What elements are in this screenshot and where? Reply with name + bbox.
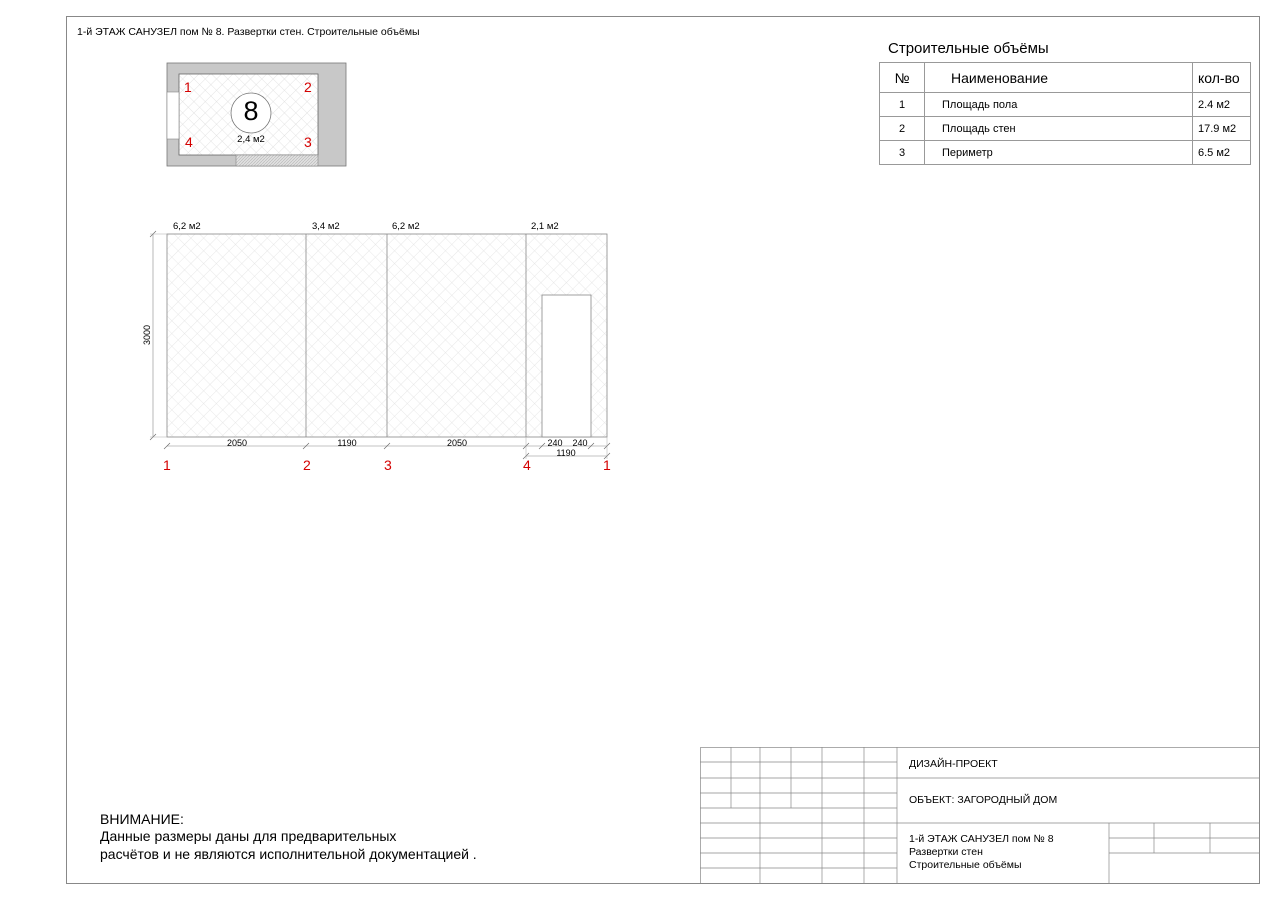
row-name: Площадь пола bbox=[925, 93, 1193, 117]
row-qty: 6.5 м2 bbox=[1193, 141, 1251, 165]
stamp-object: ОБЪЕКТ: ЗАГОРОДНЫЙ ДОМ bbox=[909, 794, 1058, 806]
notice-title: ВНИМАНИЕ: bbox=[100, 811, 184, 827]
dim-door-right: 240 bbox=[572, 438, 588, 448]
table-row bbox=[880, 141, 1251, 165]
stamp-sheet-line-3: Строительные объёмы bbox=[909, 859, 1022, 871]
room-area: 2,4 м2 bbox=[237, 134, 265, 145]
row-num: 3 bbox=[880, 141, 925, 165]
wall-elevation bbox=[140, 225, 620, 465]
wall-3-area: 6,2 м2 bbox=[392, 221, 420, 232]
dim-door-left: 240 bbox=[547, 438, 563, 448]
stamp-sheet-line-2: Развертки стен bbox=[909, 846, 983, 858]
elev-corner-2: 2 bbox=[303, 457, 311, 473]
row-qty: 2.4 м2 bbox=[1193, 93, 1251, 117]
plan-corner-2: 2 bbox=[304, 79, 312, 95]
elev-corner-1: 1 bbox=[163, 457, 171, 473]
table-row bbox=[880, 93, 1251, 117]
sheet-title: 1-й ЭТАЖ САНУЗЕЛ пом № 8. Развертки стен. Строительные объёмы bbox=[77, 26, 420, 38]
dim-wall-4-total: 1190 bbox=[556, 448, 576, 458]
plan-corner-4: 4 bbox=[185, 134, 193, 150]
row-num: 2 bbox=[880, 117, 925, 141]
plan-door-opening bbox=[167, 92, 179, 139]
elev-corner-4: 4 bbox=[523, 457, 531, 473]
volumes-header-row bbox=[880, 63, 1251, 93]
elev-corner-3: 3 bbox=[384, 457, 392, 473]
elevation-door bbox=[542, 295, 591, 437]
row-num: 1 bbox=[880, 93, 925, 117]
wall-4-area: 2,1 м2 bbox=[531, 221, 559, 232]
stamp-sheet-line-1: 1-й ЭТАЖ САНУЗЕЛ пом № 8 bbox=[909, 833, 1054, 845]
stamp-project-type: ДИЗАЙН-ПРОЕКТ bbox=[909, 758, 998, 770]
row-name: Площадь стен bbox=[925, 117, 1193, 141]
wall-1-area: 6,2 м2 bbox=[173, 221, 201, 232]
elev-corner-1-end: 1 bbox=[603, 457, 611, 473]
header-name: Наименование bbox=[925, 63, 1193, 93]
notice-line-2: расчётов и не являются исполнительной документацией . bbox=[100, 846, 477, 862]
table-row bbox=[880, 117, 1251, 141]
dim-wall-3: 2050 bbox=[446, 438, 468, 448]
volumes-table bbox=[879, 62, 1251, 165]
header-num: № bbox=[880, 63, 925, 93]
plan-corner-3: 3 bbox=[304, 134, 312, 150]
notice-line-1: Данные размеры даны для предварительных bbox=[100, 828, 397, 844]
wall-2-area: 3,4 м2 bbox=[312, 221, 340, 232]
room-number: 8 bbox=[243, 96, 259, 126]
header-qty: кол-во bbox=[1193, 63, 1251, 93]
row-qty: 17.9 м2 bbox=[1193, 117, 1251, 141]
plan-corner-1: 1 bbox=[184, 79, 192, 95]
plan-bottom-partition bbox=[236, 155, 318, 166]
row-name: Периметр bbox=[925, 141, 1193, 165]
volumes-title: Строительные объёмы bbox=[888, 40, 1049, 57]
dim-wall-1: 2050 bbox=[226, 438, 248, 448]
height-dim-label: 3000 bbox=[142, 324, 152, 346]
dim-wall-2: 1190 bbox=[337, 438, 357, 448]
